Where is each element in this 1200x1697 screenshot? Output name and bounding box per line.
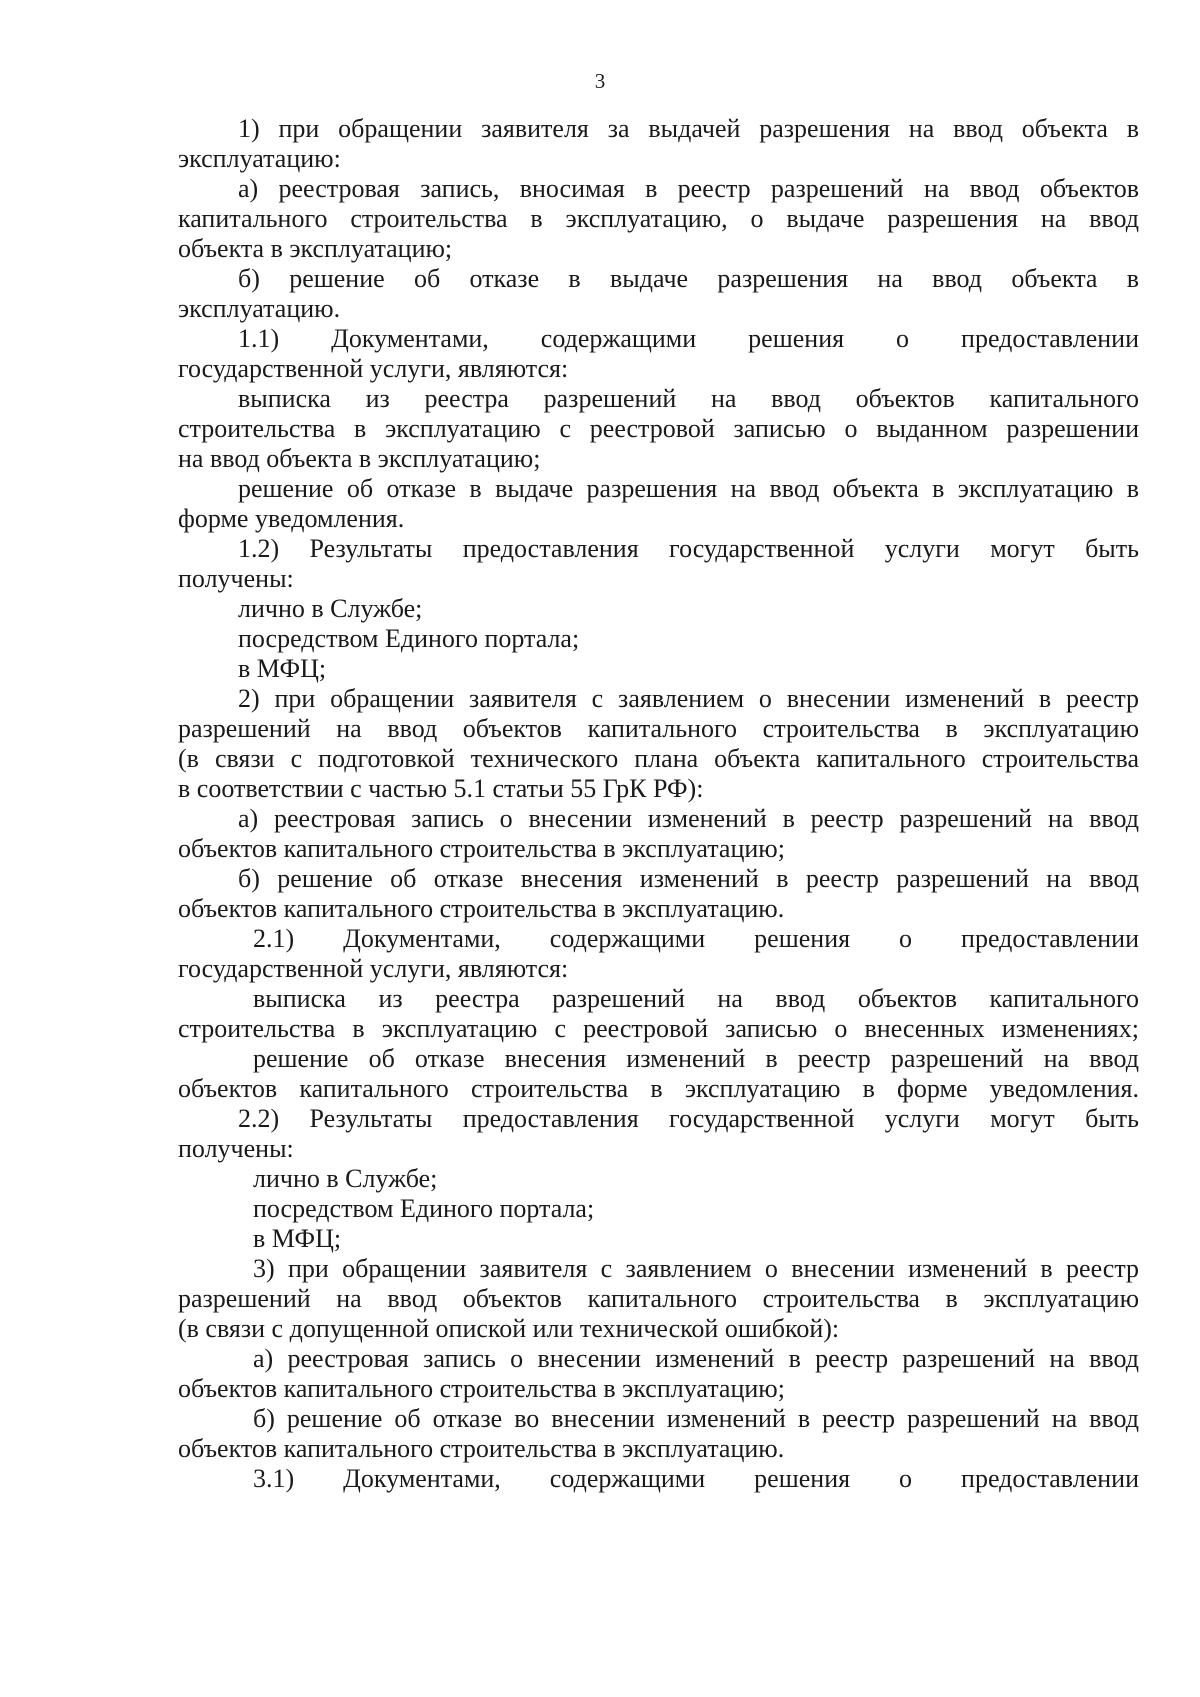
text-line: (в связи с подготовкой технического плана объекта капитального строительства (178, 744, 1139, 773)
document-body (178, 114, 1139, 1494)
text-line: а) реестровая запись, вносимая в реестр разрешений на ввод объектов (238, 174, 1139, 203)
text-line: форме уведомления. (178, 504, 405, 533)
text-line: выписка из реестра разрешений на ввод объектов капитального (238, 384, 1139, 413)
text-line: б) решение об отказе во внесении изменений в реестр разрешений на ввод (253, 1404, 1139, 1433)
text-line: решение об отказе внесения изменений в реестр разрешений на ввод (253, 1044, 1139, 1073)
text-line: строительства в эксплуатацию с реестровой записью о внесенных изменениях; (178, 1014, 1139, 1043)
text-line: капитального строительства в эксплуатацию, о выдаче разрешения на ввод (178, 204, 1139, 233)
text-line: 2.2) Результаты предоставления государственной услуги могут быть (238, 1104, 1139, 1133)
text-line: посредством Единого портала; (253, 1194, 595, 1223)
page-number: 3 (594, 69, 606, 93)
text-line: 3) при обращении заявителя с заявлением о внесении изменений в реестр (253, 1254, 1139, 1283)
text-line: 1.2) Результаты предоставления государственной услуги могут быть (238, 534, 1139, 563)
text-line: а) реестровая запись о внесении изменений в реестр разрешений на ввод (253, 1344, 1139, 1373)
text-line: эксплуатацию: (178, 144, 341, 173)
text-line: выписка из реестра разрешений на ввод объектов капитального (253, 984, 1139, 1013)
text-line: объектов капитального строительства в эксплуатацию; (178, 1374, 785, 1403)
text-line: объекта в эксплуатацию; (178, 234, 453, 263)
text-line: государственной услуги, являются: (178, 354, 569, 383)
text-line: лично в Службе; (253, 1164, 438, 1193)
text-line: 1.1) Документами, содержащими решения о предоставлении (238, 324, 1139, 353)
text-line: на ввод объекта в эксплуатацию; (178, 444, 541, 473)
text-line: объектов капитального строительства в эксплуатацию в форме уведомления. (178, 1074, 1139, 1103)
text-line: в МФЦ; (253, 1224, 342, 1253)
text-line: 1) при обращении заявителя за выдачей разрешения на ввод объекта в (238, 114, 1139, 143)
text-line: лично в Службе; (238, 594, 423, 623)
text-line: получены: (178, 1134, 294, 1163)
text-line: посредством Единого портала; (238, 624, 580, 653)
text-line: (в связи с допущенной опиской или технической ошибкой): (178, 1314, 840, 1343)
text-line: решение об отказе в выдаче разрешения на ввод объекта в эксплуатацию в (238, 474, 1139, 503)
text-line: в соответствии с частью 5.1 статьи 55 ГрК РФ): (178, 774, 704, 803)
text-line: государственной услуги, являются: (178, 954, 569, 983)
text-line: а) реестровая запись о внесении изменений в реестр разрешений на ввод (238, 804, 1139, 833)
text-line: в МФЦ; (238, 654, 327, 683)
text-line: 2) при обращении заявителя с заявлением о внесении изменений в реестр (238, 684, 1139, 713)
text-line: эксплуатацию. (178, 294, 341, 323)
text-line: б) решение об отказе в выдаче разрешения на ввод объекта в (238, 264, 1139, 293)
text-line: объектов капитального строительства в эксплуатацию; (178, 834, 785, 863)
text-line: б) решение об отказе внесения изменений в реестр разрешений на ввод (238, 864, 1139, 893)
text-line: 3.1) Документами, содержащими решения о предоставлении (253, 1464, 1139, 1493)
text-line: разрешений на ввод объектов капитального строительства в эксплуатацию (178, 1284, 1139, 1313)
text-line: строительства в эксплуатацию с реестровой записью о выданном разрешении (178, 414, 1139, 443)
text-line: получены: (178, 564, 294, 593)
text-line: объектов капитального строительства в эксплуатацию. (178, 1434, 785, 1463)
text-line: объектов капитального строительства в эксплуатацию. (178, 894, 785, 923)
text-line: 2.1) Документами, содержащими решения о предоставлении (253, 924, 1139, 953)
text-line: разрешений на ввод объектов капитального строительства в эксплуатацию (178, 714, 1139, 743)
